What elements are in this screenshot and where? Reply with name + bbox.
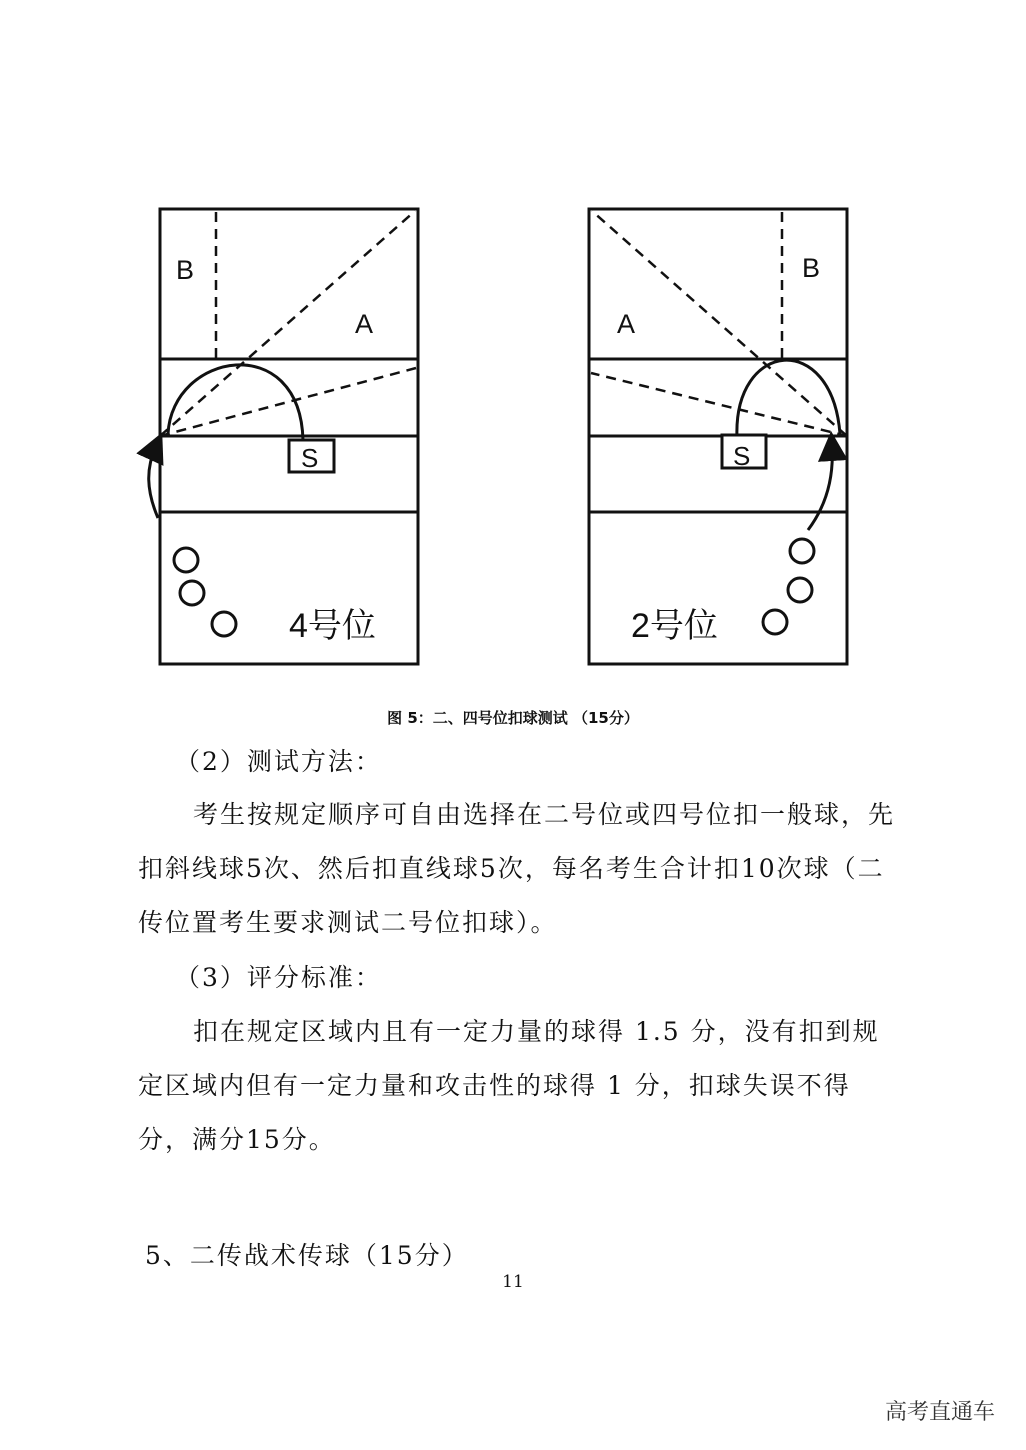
- page-number: 11: [502, 1272, 524, 1292]
- court-right-player-circle: [788, 578, 812, 602]
- section-heading-scoring: （3）评分标准：: [175, 963, 382, 992]
- figure-caption: 图 5：二、四号位扣球测试 （15分）: [387, 709, 639, 727]
- court-right-player-circle: [763, 610, 787, 634]
- court-diagrams: [0, 0, 1026, 700]
- court-right-player-circle: [790, 539, 814, 563]
- watermark: 高考直通车: [885, 1400, 996, 1425]
- court-right-position-label: 2号位: [631, 607, 718, 645]
- court-left-setter-label: S: [301, 443, 319, 473]
- next-section-heading: 5、二传战术传球（15分）: [145, 1241, 469, 1270]
- section-heading-method: （2）测试方法：: [175, 747, 382, 776]
- court-right-setter-label: S: [733, 441, 751, 471]
- court-right-angle-dash: [591, 373, 847, 436]
- court-left-player-circle: [180, 581, 204, 605]
- court-left-player-circle: [212, 612, 236, 636]
- court-right-approach-arrow: [808, 446, 832, 530]
- court-right-set-arc: [737, 360, 840, 438]
- method-paragraph: 考生按规定顺序可自由选择在二号位或四号位扣一般球，先扣斜线球5次、然后扣直线球5次，每名考生合计扣10次球（二传位置考生要求测试二号位扣球）。: [138, 800, 896, 937]
- court-left-player-circle: [174, 548, 198, 572]
- court-right-zone-a: A: [617, 309, 636, 339]
- scoring-paragraph: 扣在规定区域内且有一定力量的球得 1.5 分，没有扣到规定区域内但有一定力量和攻击性的球得 1 分，扣球失误不得分，满分15分。: [138, 1017, 880, 1154]
- court-left-zone-b: B: [176, 255, 195, 285]
- court-right-zone-b: B: [802, 253, 821, 283]
- court-left-cross-dash: [160, 211, 415, 436]
- court-left-zone-a: A: [355, 309, 374, 339]
- court-left-approach-arrow: [149, 446, 158, 518]
- court-left-position-label: 4号位: [289, 607, 376, 645]
